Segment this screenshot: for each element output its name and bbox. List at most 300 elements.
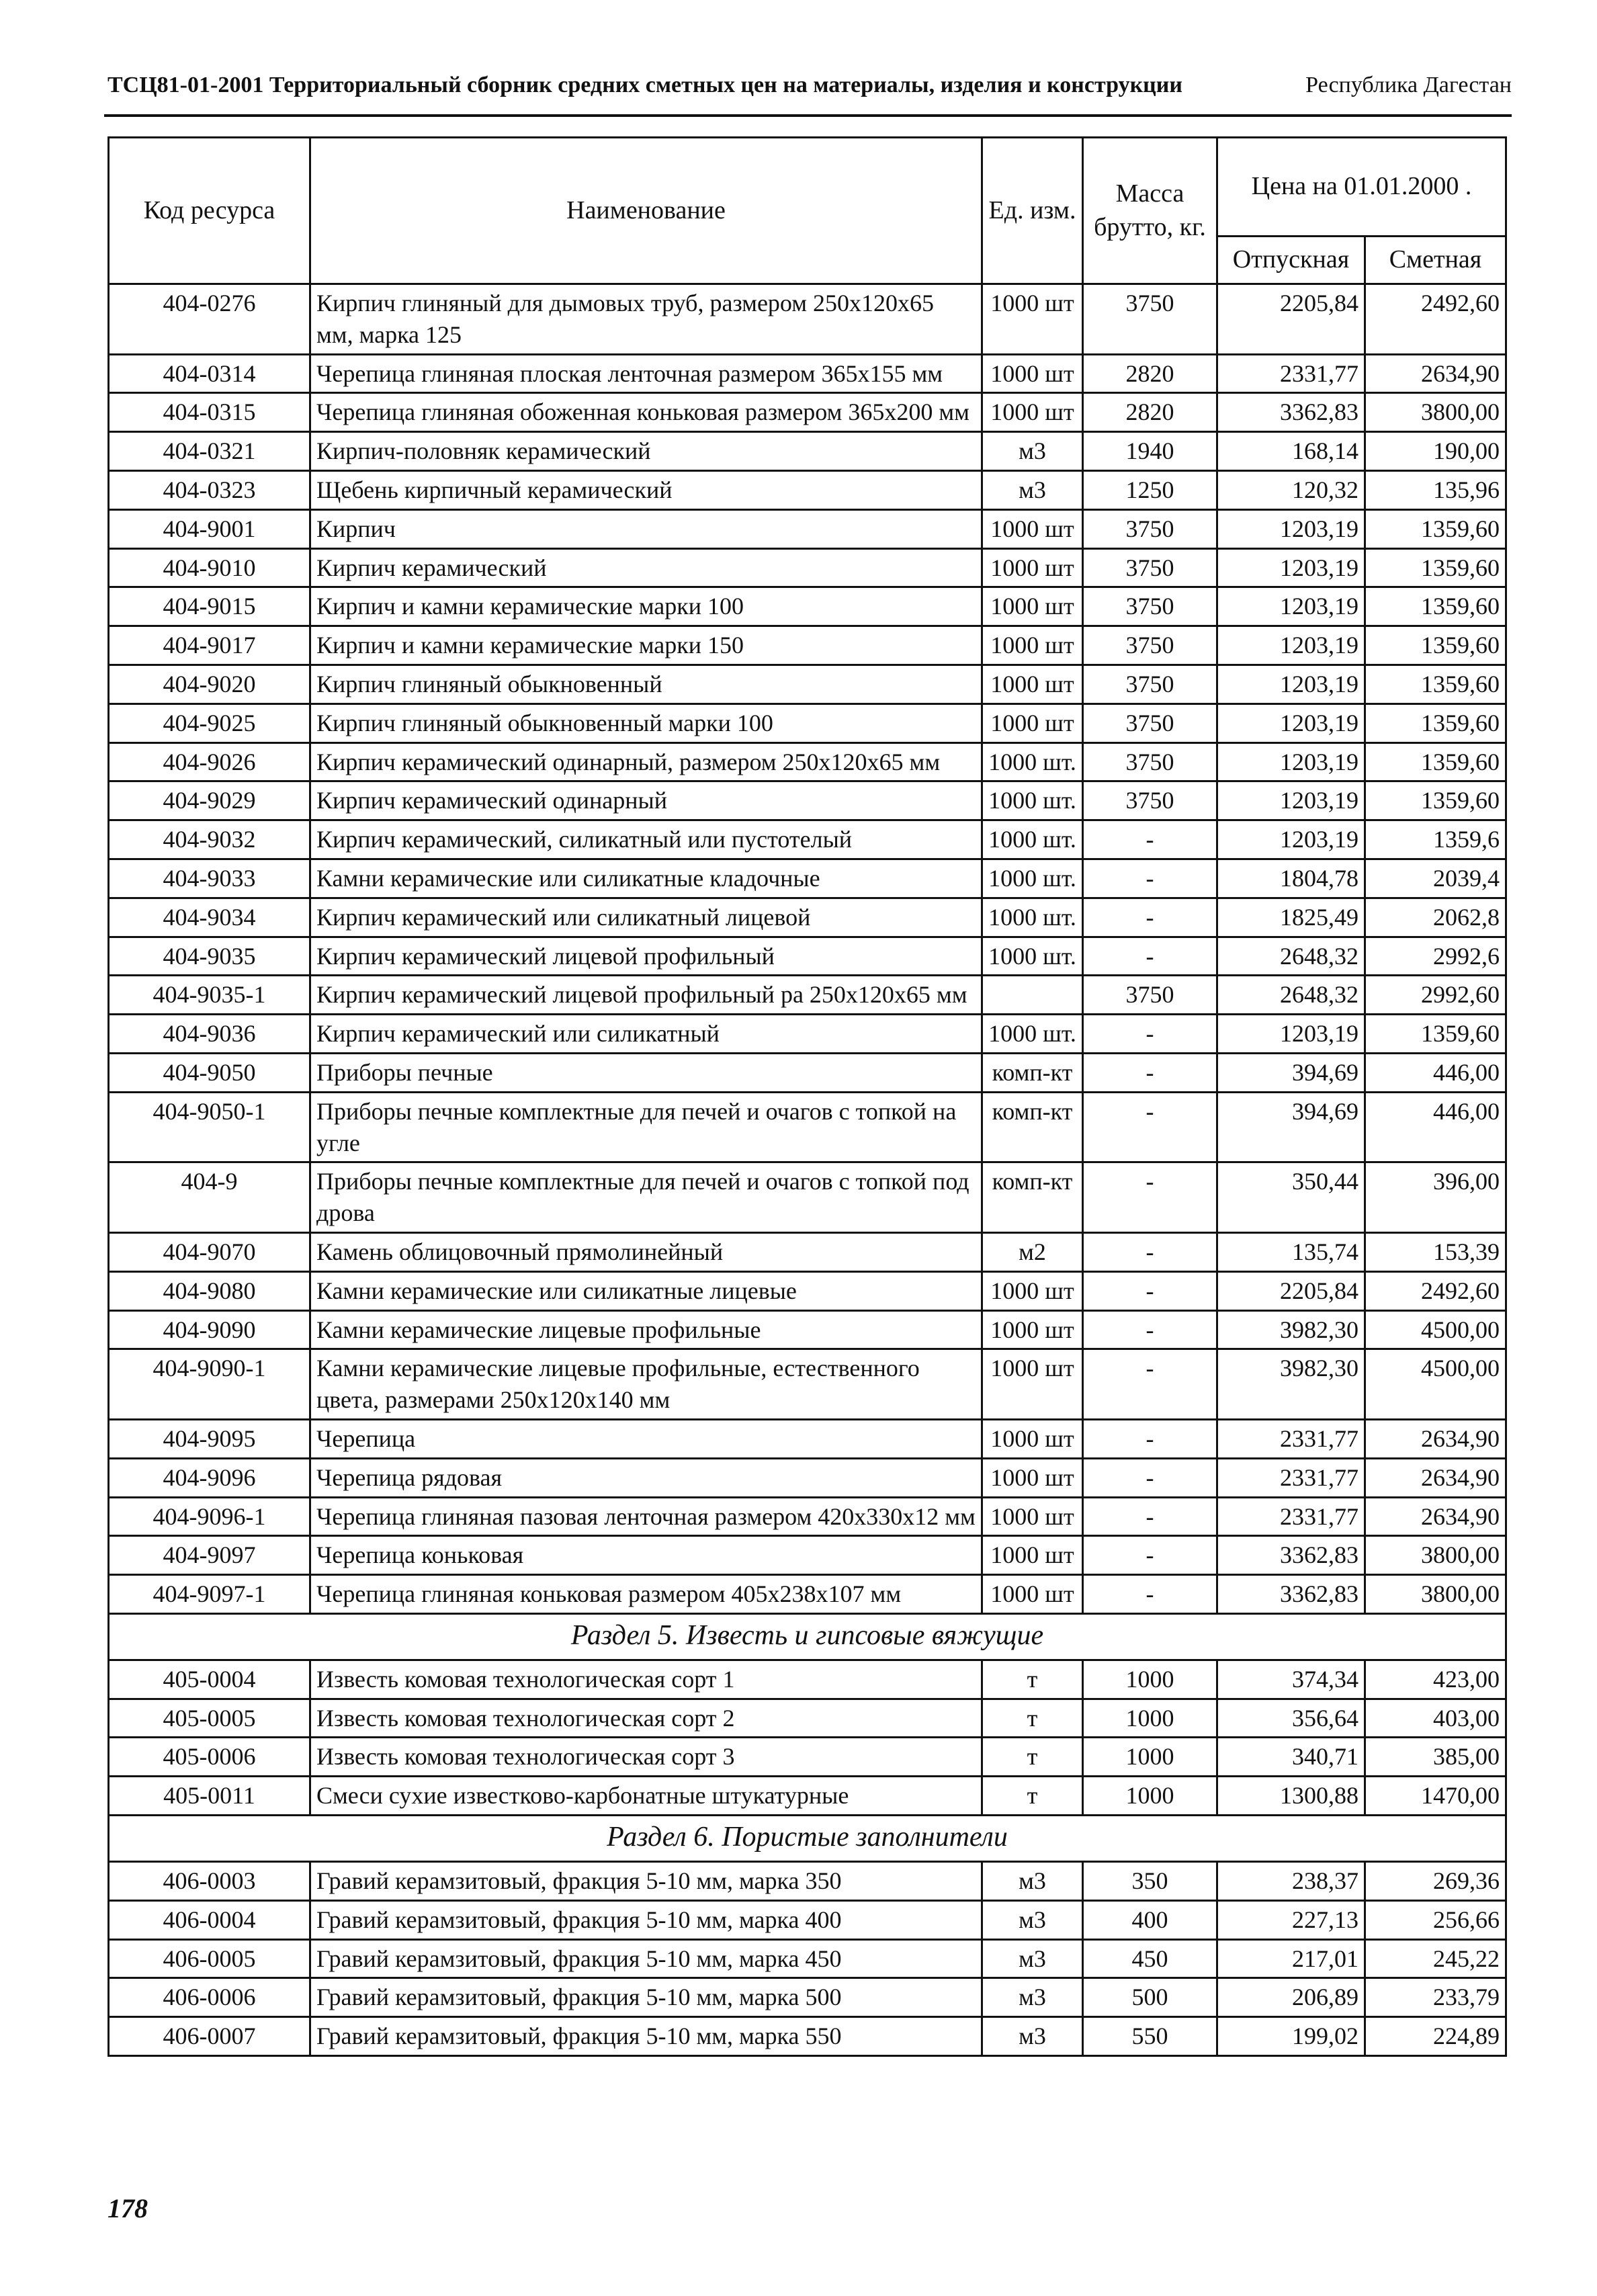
row-unit: 1000 шт: [982, 587, 1083, 626]
row-unit: 1000 шт: [982, 393, 1083, 432]
row-unit: 1000 шт: [982, 1536, 1083, 1575]
row-name: Приборы печные: [310, 1053, 982, 1092]
row-unit: 1000 шт.: [982, 859, 1083, 898]
table-row: [109, 781, 1506, 820]
row-code: 404-9050-1: [109, 1092, 310, 1162]
table-row: [109, 1310, 1506, 1349]
row-wholesale-price: 1825,49: [1217, 898, 1365, 937]
row-mass: -: [1083, 1232, 1217, 1271]
row-mass: -: [1083, 1271, 1217, 1310]
row-mass: 3750: [1083, 665, 1217, 704]
row-mass: 350: [1083, 1862, 1217, 1901]
row-code: 405-0011: [109, 1777, 310, 1816]
row-mass: 1000: [1083, 1738, 1217, 1777]
row-unit: 1000 шт: [982, 1575, 1083, 1614]
row-unit: 1000 шт.: [982, 898, 1083, 937]
row-wholesale-price: 1203,19: [1217, 665, 1365, 704]
table-row: [109, 1232, 1506, 1271]
row-wholesale-price: 238,37: [1217, 1862, 1365, 1901]
row-mass: -: [1083, 1419, 1217, 1458]
row-code: 404-9033: [109, 859, 310, 898]
collection-title: ТСЦ81-01-2001 Территориальный сборник средних сметных цен на материалы, изделия и конструкции: [107, 73, 1182, 97]
row-wholesale-price: 2331,77: [1217, 1497, 1365, 1536]
row-name: Камни керамические или силикатные лицевые: [310, 1271, 982, 1310]
table-body-section5: [109, 1660, 1506, 1815]
row-code: 406-0007: [109, 2017, 310, 2056]
row-unit: 1000 шт: [982, 1310, 1083, 1349]
page-number: 178: [107, 2193, 148, 2223]
row-name: Кирпич керамический или силикатный: [310, 1015, 982, 1054]
row-estimate-price: 269,36: [1365, 1862, 1506, 1901]
row-unit: т: [982, 1699, 1083, 1738]
row-mass: 3750: [1083, 626, 1217, 665]
table-row: [109, 1660, 1506, 1699]
row-estimate-price: 224,89: [1365, 2017, 1506, 2056]
table-row: [109, 1939, 1506, 1978]
row-mass: -: [1083, 1053, 1217, 1092]
row-wholesale-price: 3362,83: [1217, 1575, 1365, 1614]
row-code: 404-9015: [109, 587, 310, 626]
row-mass: -: [1083, 898, 1217, 937]
row-estimate-price: 233,79: [1365, 1978, 1506, 2017]
table-row: [109, 626, 1506, 665]
row-mass: -: [1083, 1575, 1217, 1614]
row-wholesale-price: 1203,19: [1217, 587, 1365, 626]
table-row: [109, 1053, 1506, 1092]
col-price-header: Цена на 01.01.2000 .: [1217, 138, 1506, 237]
table-row: [109, 1497, 1506, 1536]
row-unit: м3: [982, 470, 1083, 509]
col-name-header: Наименование: [310, 138, 982, 284]
section5-title: Раздел 5. Известь и гипсовые вяжущие: [109, 1613, 1506, 1660]
row-unit: 1000 шт.: [982, 820, 1083, 859]
row-estimate-price: 2634,90: [1365, 1419, 1506, 1458]
row-name: Черепица коньковая: [310, 1536, 982, 1575]
row-estimate-price: 2992,6: [1365, 937, 1506, 976]
row-unit: 1000 шт: [982, 626, 1083, 665]
row-unit: комп-кт: [982, 1053, 1083, 1092]
row-wholesale-price: 1203,19: [1217, 548, 1365, 587]
col-code-header: Код ресурса: [109, 138, 310, 284]
row-unit: 1000 шт: [982, 284, 1083, 355]
row-code: 405-0005: [109, 1699, 310, 1738]
row-unit: 1000 шт: [982, 1349, 1083, 1420]
section5-heading-body: [109, 1613, 1506, 1660]
row-code: 404-9090-1: [109, 1349, 310, 1420]
table-row: [109, 1900, 1506, 1939]
row-name: Кирпич керамический лицевой профильный ра 250x120x65 мм: [310, 976, 982, 1015]
row-wholesale-price: 350,44: [1217, 1162, 1365, 1233]
row-unit: 1000 шт: [982, 1419, 1083, 1458]
row-name: Кирпич и камни керамические марки 100: [310, 587, 982, 626]
row-wholesale-price: 1804,78: [1217, 859, 1365, 898]
row-code: 406-0005: [109, 1939, 310, 1978]
row-wholesale-price: 340,71: [1217, 1738, 1365, 1777]
row-unit: комп-кт: [982, 1162, 1083, 1233]
col-wholesale-header: Отпускная: [1217, 237, 1365, 284]
row-code: 404-9097: [109, 1536, 310, 1575]
row-mass: 500: [1083, 1978, 1217, 2017]
row-unit: 1000 шт: [982, 704, 1083, 742]
row-estimate-price: 1359,60: [1365, 1015, 1506, 1054]
row-code: 405-0006: [109, 1738, 310, 1777]
table-row: [109, 898, 1506, 937]
row-estimate-price: 385,00: [1365, 1738, 1506, 1777]
row-estimate-price: 135,96: [1365, 470, 1506, 509]
row-mass: -: [1083, 1497, 1217, 1536]
col-mass-header: Масса брутто, кг.: [1083, 138, 1217, 284]
row-wholesale-price: 2331,77: [1217, 1419, 1365, 1458]
row-wholesale-price: 3362,83: [1217, 1536, 1365, 1575]
row-name: Известь комовая технологическая сорт 1: [310, 1660, 982, 1699]
row-name: Черепица глиняная коньковая размером 405x238x107 мм: [310, 1575, 982, 1614]
row-estimate-price: 1359,60: [1365, 587, 1506, 626]
row-estimate-price: 2492,60: [1365, 1271, 1506, 1310]
row-mass: -: [1083, 859, 1217, 898]
section6-title: Раздел 6. Пористые заполнители: [109, 1816, 1506, 1862]
row-code: 404-9035: [109, 937, 310, 976]
table-row: [109, 1699, 1506, 1738]
row-mass: 3750: [1083, 548, 1217, 587]
row-code: 404-0323: [109, 470, 310, 509]
row-estimate-price: 1359,60: [1365, 509, 1506, 548]
row-code: 404-0314: [109, 354, 310, 393]
row-mass: 1000: [1083, 1699, 1217, 1738]
row-estimate-price: 2634,90: [1365, 354, 1506, 393]
row-wholesale-price: 135,74: [1217, 1232, 1365, 1271]
table-row: [109, 470, 1506, 509]
table-row: [109, 820, 1506, 859]
table-row: [109, 393, 1506, 432]
row-wholesale-price: 1203,19: [1217, 626, 1365, 665]
row-wholesale-price: 1203,19: [1217, 704, 1365, 742]
row-estimate-price: 2492,60: [1365, 284, 1506, 355]
row-name: Черепица глиняная обоженная коньковая размером 365x200 мм: [310, 393, 982, 432]
row-wholesale-price: 3982,30: [1217, 1349, 1365, 1420]
row-code: 406-0003: [109, 1862, 310, 1901]
row-name: Приборы печные комплектные для печей и очагов с топкой под дрова: [310, 1162, 982, 1233]
row-estimate-price: 256,66: [1365, 1900, 1506, 1939]
row-name: Кирпич и камни керамические марки 150: [310, 626, 982, 665]
row-unit: м2: [982, 1232, 1083, 1271]
row-unit: [982, 976, 1083, 1015]
table-row: [109, 1349, 1506, 1420]
table-row: [109, 742, 1506, 781]
row-mass: 3750: [1083, 284, 1217, 355]
row-unit: 1000 шт: [982, 1497, 1083, 1536]
table-row: [109, 1575, 1506, 1614]
col-unit-header: Ед. изм.: [982, 138, 1083, 284]
row-unit: 1000 шт.: [982, 937, 1083, 976]
row-unit: м3: [982, 1862, 1083, 1901]
row-wholesale-price: 1203,19: [1217, 1015, 1365, 1054]
table-row: [109, 1978, 1506, 2017]
row-name: Камни керамические лицевые профильные: [310, 1310, 982, 1349]
row-estimate-price: 3800,00: [1365, 393, 1506, 432]
row-wholesale-price: 168,14: [1217, 432, 1365, 471]
row-name: Известь комовая технологическая сорт 2: [310, 1699, 982, 1738]
row-mass: 3750: [1083, 509, 1217, 548]
row-name: Кирпич керамический или силикатный лицевой: [310, 898, 982, 937]
row-unit: м3: [982, 2017, 1083, 2056]
row-wholesale-price: 217,01: [1217, 1939, 1365, 1978]
row-unit: 1000 шт: [982, 1271, 1083, 1310]
row-code: 404-9095: [109, 1419, 310, 1458]
row-code: 404-9050: [109, 1053, 310, 1092]
row-estimate-price: 4500,00: [1365, 1349, 1506, 1420]
row-unit: т: [982, 1777, 1083, 1816]
row-unit: 1000 шт: [982, 354, 1083, 393]
row-estimate-price: 1359,60: [1365, 704, 1506, 742]
row-wholesale-price: 2205,84: [1217, 284, 1365, 355]
row-code: 404-9036: [109, 1015, 310, 1054]
row-name: Гравий керамзитовый, фракция 5-10 мм, марка 400: [310, 1900, 982, 1939]
row-code: 404-9096-1: [109, 1497, 310, 1536]
row-mass: 1000: [1083, 1660, 1217, 1699]
row-mass: 3750: [1083, 781, 1217, 820]
row-name: Кирпич глиняный обыкновенный марки 100: [310, 704, 982, 742]
row-code: 404-9010: [109, 548, 310, 587]
row-code: 404-9032: [109, 820, 310, 859]
row-name: Кирпич керамический одинарный, размером 250x120x65 мм: [310, 742, 982, 781]
table-row: [109, 1015, 1506, 1054]
row-unit: т: [982, 1660, 1083, 1699]
row-estimate-price: 2634,90: [1365, 1497, 1506, 1536]
row-name: Черепица глиняная плоская ленточная размером 365x155 мм: [310, 354, 982, 393]
row-estimate-price: 3800,00: [1365, 1536, 1506, 1575]
row-name: Камни керамические лицевые профильные, естественного цвета, размерами 250x120x140 мм: [310, 1349, 982, 1420]
table-row: [109, 284, 1506, 355]
table-row: [109, 976, 1506, 1015]
table-row: [109, 1419, 1506, 1458]
row-unit: 1000 шт.: [982, 781, 1083, 820]
row-name: Кирпич: [310, 509, 982, 548]
table-row: [109, 432, 1506, 471]
table-row: [109, 1536, 1506, 1575]
row-mass: 2820: [1083, 393, 1217, 432]
row-mass: 1940: [1083, 432, 1217, 471]
row-name: Смеси сухие известково-карбонатные штукатурные: [310, 1777, 982, 1816]
row-estimate-price: 446,00: [1365, 1092, 1506, 1162]
row-estimate-price: 2062,8: [1365, 898, 1506, 937]
row-code: 404-9080: [109, 1271, 310, 1310]
table-row: [109, 1092, 1506, 1162]
row-estimate-price: 403,00: [1365, 1699, 1506, 1738]
row-mass: 3750: [1083, 704, 1217, 742]
row-wholesale-price: 394,69: [1217, 1092, 1365, 1162]
row-estimate-price: 423,00: [1365, 1660, 1506, 1699]
table-body-section6: [109, 1862, 1506, 2056]
row-name: Кирпич глиняный обыкновенный: [310, 665, 982, 704]
row-code: 404-0321: [109, 432, 310, 471]
table-row: [109, 509, 1506, 548]
row-unit: 1000 шт: [982, 665, 1083, 704]
row-name: Кирпич-половняк керамический: [310, 432, 982, 471]
row-mass: -: [1083, 1092, 1217, 1162]
row-wholesale-price: 2205,84: [1217, 1271, 1365, 1310]
row-code: 406-0006: [109, 1978, 310, 2017]
row-wholesale-price: 1203,19: [1217, 820, 1365, 859]
row-mass: -: [1083, 1458, 1217, 1497]
row-name: Черепица глиняная пазовая ленточная размером 420x330x12 мм: [310, 1497, 982, 1536]
row-estimate-price: 153,39: [1365, 1232, 1506, 1271]
price-table: [107, 136, 1507, 2057]
row-name: Гравий керамзитовый, фракция 5-10 мм, марка 500: [310, 1978, 982, 2017]
row-wholesale-price: 1203,19: [1217, 742, 1365, 781]
row-name: Камень облицовочный прямолинейный: [310, 1232, 982, 1271]
table-row: [109, 1271, 1506, 1310]
row-estimate-price: 3800,00: [1365, 1575, 1506, 1614]
row-code: 404-0276: [109, 284, 310, 355]
row-mass: 3750: [1083, 742, 1217, 781]
row-unit: 1000 шт: [982, 1458, 1083, 1497]
row-code: 404-9020: [109, 665, 310, 704]
row-unit: м3: [982, 432, 1083, 471]
row-name: Кирпич керамический одинарный: [310, 781, 982, 820]
row-unit: 1000 шт: [982, 548, 1083, 587]
row-code: 404-9001: [109, 509, 310, 548]
row-mass: -: [1083, 1536, 1217, 1575]
row-wholesale-price: 120,32: [1217, 470, 1365, 509]
row-wholesale-price: 2331,77: [1217, 1458, 1365, 1497]
row-wholesale-price: 2648,32: [1217, 976, 1365, 1015]
row-mass: -: [1083, 937, 1217, 976]
row-name: Известь комовая технологическая сорт 3: [310, 1738, 982, 1777]
row-estimate-price: 1359,60: [1365, 742, 1506, 781]
row-mass: 3750: [1083, 976, 1217, 1015]
row-unit: м3: [982, 1939, 1083, 1978]
table-body-section4: [109, 284, 1506, 1614]
row-wholesale-price: 3982,30: [1217, 1310, 1365, 1349]
row-unit: 1000 шт: [982, 509, 1083, 548]
region-name: Республика Дагестан: [1305, 73, 1512, 97]
row-wholesale-price: 2648,32: [1217, 937, 1365, 976]
table-row: [109, 1458, 1506, 1497]
col-estimate-header: Сметная: [1365, 237, 1506, 284]
row-unit: 1000 шт.: [982, 742, 1083, 781]
table-row: [109, 665, 1506, 704]
row-code: 404-9026: [109, 742, 310, 781]
table-row: [109, 1162, 1506, 1233]
row-mass: 2820: [1083, 354, 1217, 393]
row-name: Кирпич керамический, силикатный или пустотелый: [310, 820, 982, 859]
table-row: [109, 1738, 1506, 1777]
row-estimate-price: 2992,60: [1365, 976, 1506, 1015]
row-name: Кирпич керамический: [310, 548, 982, 587]
row-code: 404-9035-1: [109, 976, 310, 1015]
row-wholesale-price: 1203,19: [1217, 781, 1365, 820]
row-code: 404-9025: [109, 704, 310, 742]
table-row: [109, 937, 1506, 976]
row-code: 405-0004: [109, 1660, 310, 1699]
row-mass: -: [1083, 820, 1217, 859]
row-mass: -: [1083, 1162, 1217, 1233]
table-header: [109, 138, 1506, 284]
table-row: [109, 1777, 1506, 1816]
row-estimate-price: 1359,60: [1365, 665, 1506, 704]
row-code: 404-9029: [109, 781, 310, 820]
row-estimate-price: 4500,00: [1365, 1310, 1506, 1349]
row-mass: 400: [1083, 1900, 1217, 1939]
row-mass: 550: [1083, 2017, 1217, 2056]
row-estimate-price: 1359,60: [1365, 548, 1506, 587]
row-code: 404-9017: [109, 626, 310, 665]
row-estimate-price: 2039,4: [1365, 859, 1506, 898]
row-mass: 450: [1083, 1939, 1217, 1978]
header-rule: [104, 114, 1512, 117]
row-mass: 3750: [1083, 587, 1217, 626]
row-estimate-price: 1359,60: [1365, 626, 1506, 665]
row-name: Черепица: [310, 1419, 982, 1458]
row-name: Гравий керамзитовый, фракция 5-10 мм, марка 550: [310, 2017, 982, 2056]
row-mass: -: [1083, 1349, 1217, 1420]
section6-heading-body: [109, 1816, 1506, 1862]
row-unit: м3: [982, 1978, 1083, 2017]
row-unit: комп-кт: [982, 1092, 1083, 1162]
row-wholesale-price: 227,13: [1217, 1900, 1365, 1939]
row-code: 404-9070: [109, 1232, 310, 1271]
row-estimate-price: 1359,6: [1365, 820, 1506, 859]
row-unit: т: [982, 1738, 1083, 1777]
row-code: 404-9034: [109, 898, 310, 937]
row-wholesale-price: 3362,83: [1217, 393, 1365, 432]
row-name: Гравий керамзитовый, фракция 5-10 мм, марка 450: [310, 1939, 982, 1978]
row-name: Черепица рядовая: [310, 1458, 982, 1497]
row-wholesale-price: 1203,19: [1217, 509, 1365, 548]
row-name: Гравий керамзитовый, фракция 5-10 мм, марка 350: [310, 1862, 982, 1901]
row-wholesale-price: 356,64: [1217, 1699, 1365, 1738]
row-wholesale-price: 199,02: [1217, 2017, 1365, 2056]
row-unit: 1000 шт.: [982, 1015, 1083, 1054]
row-estimate-price: 2634,90: [1365, 1458, 1506, 1497]
row-estimate-price: 396,00: [1365, 1162, 1506, 1233]
row-estimate-price: 245,22: [1365, 1939, 1506, 1978]
row-name: Кирпич керамический лицевой профильный: [310, 937, 982, 976]
row-name: Приборы печные комплектные для печей и очагов с топкой на угле: [310, 1092, 982, 1162]
row-mass: 1250: [1083, 470, 1217, 509]
row-estimate-price: 190,00: [1365, 432, 1506, 471]
row-name: Кирпич глиняный для дымовых труб, размером 250x120x65 мм, марка 125: [310, 284, 982, 355]
row-wholesale-price: 1300,88: [1217, 1777, 1365, 1816]
row-code: 404-9: [109, 1162, 310, 1233]
row-estimate-price: 1470,00: [1365, 1777, 1506, 1816]
page-header: [107, 73, 1512, 113]
row-wholesale-price: 394,69: [1217, 1053, 1365, 1092]
table-row: [109, 2017, 1506, 2056]
row-estimate-price: 1359,60: [1365, 781, 1506, 820]
row-mass: -: [1083, 1015, 1217, 1054]
row-code: 404-9096: [109, 1458, 310, 1497]
row-unit: м3: [982, 1900, 1083, 1939]
row-wholesale-price: 374,34: [1217, 1660, 1365, 1699]
table-row: [109, 587, 1506, 626]
row-mass: 1000: [1083, 1777, 1217, 1816]
row-code: 406-0004: [109, 1900, 310, 1939]
row-name: Щебень кирпичный керамический: [310, 470, 982, 509]
row-name: Камни керамические или силикатные кладочные: [310, 859, 982, 898]
row-code: 404-9090: [109, 1310, 310, 1349]
table-row: [109, 704, 1506, 742]
table-row: [109, 1862, 1506, 1901]
table-row: [109, 548, 1506, 587]
row-mass: -: [1083, 1310, 1217, 1349]
row-code: 404-9097-1: [109, 1575, 310, 1614]
row-wholesale-price: 206,89: [1217, 1978, 1365, 2017]
row-estimate-price: 446,00: [1365, 1053, 1506, 1092]
row-code: 404-0315: [109, 393, 310, 432]
table-row: [109, 354, 1506, 393]
table-row: [109, 859, 1506, 898]
